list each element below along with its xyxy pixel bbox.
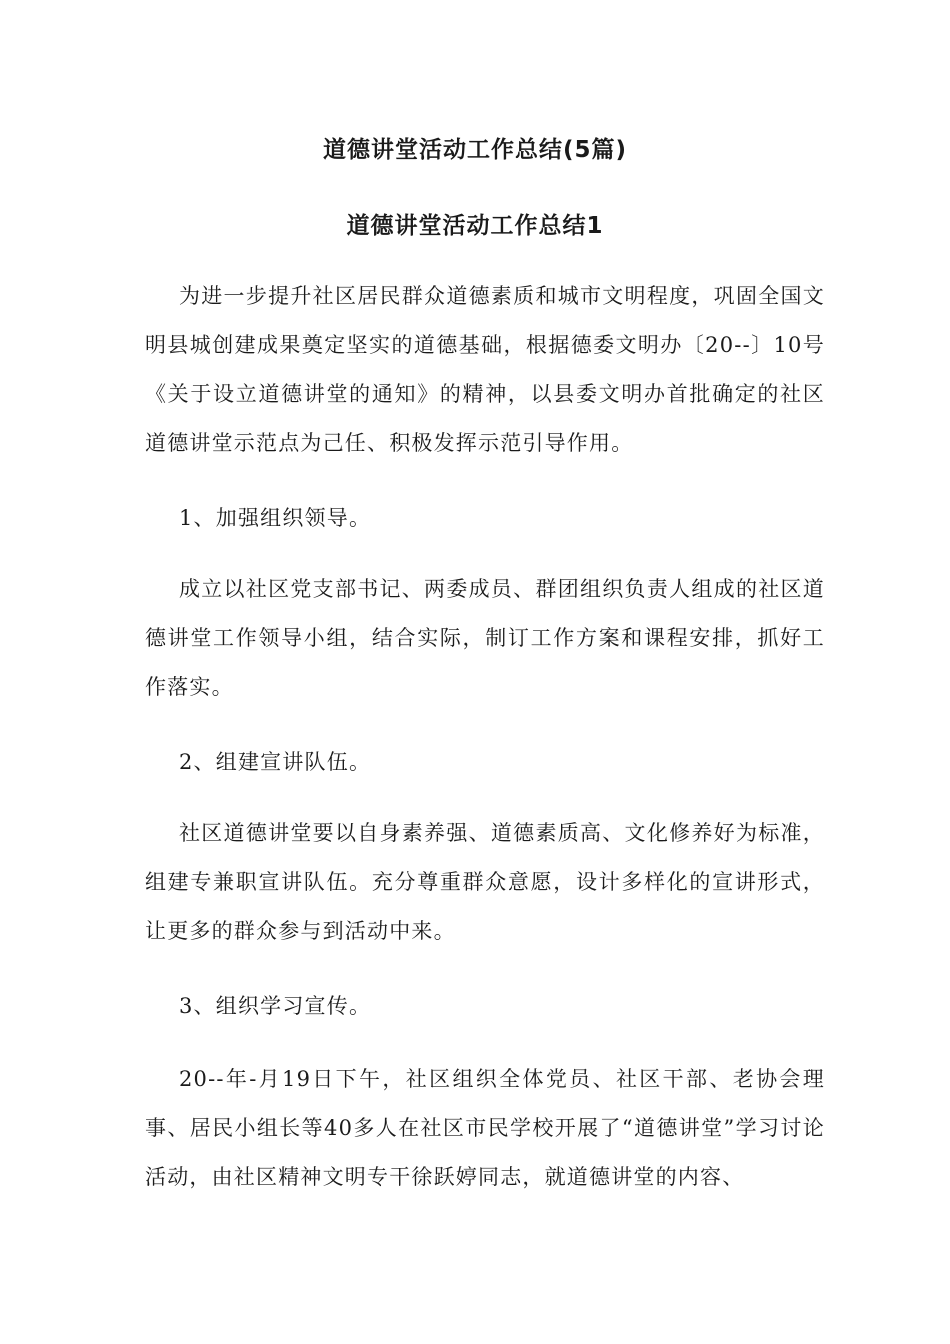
document-subtitle: 道德讲堂活动工作总结1: [346, 213, 604, 239]
document-title: 道德讲堂活动工作总结(5篇): [322, 137, 628, 163]
section-3-paragraph: 20--年-月19日下午，社区组织全体党员、社区干部、老协会理事、居民小组长等40多人在社区市民学校开展了“道德讲堂”学习讨论活动，由社区精神文明专干徐跃婷同志，就道德讲堂的内容、: [145, 1067, 825, 1189]
section-2-paragraph: 社区道德讲堂要以自身素养强、道德素质高、文化修养好为标准，组建专兼职宣讲队伍。充分尊重群众意愿，设计多样化的宣讲形式，让更多的群众参与到活动中来。: [145, 821, 825, 943]
section-1-heading: 1、加强组织领导。: [179, 506, 372, 530]
section-1-paragraph: 成立以社区党支部书记、两委成员、群团组织负责人组成的社区道德讲堂工作领导小组，结合实际，制订工作方案和课程安排，抓好工作落实。: [145, 577, 825, 699]
section-2-heading: 2、组建宣讲队伍。: [179, 750, 372, 774]
section-3-heading: 3、组织学习宣传。: [179, 994, 372, 1018]
intro-paragraph: 为进一步提升社区居民群众道德素质和城市文明程度，巩固全国文明县城创建成果奠定坚实的道德基础，根据德委文明办〔20--〕10号《关于设立道德讲堂的通知》的精神，以县委文明办首批确定的社区道德讲堂示范点为己任、积极发挥示范引导作用。: [145, 284, 825, 455]
